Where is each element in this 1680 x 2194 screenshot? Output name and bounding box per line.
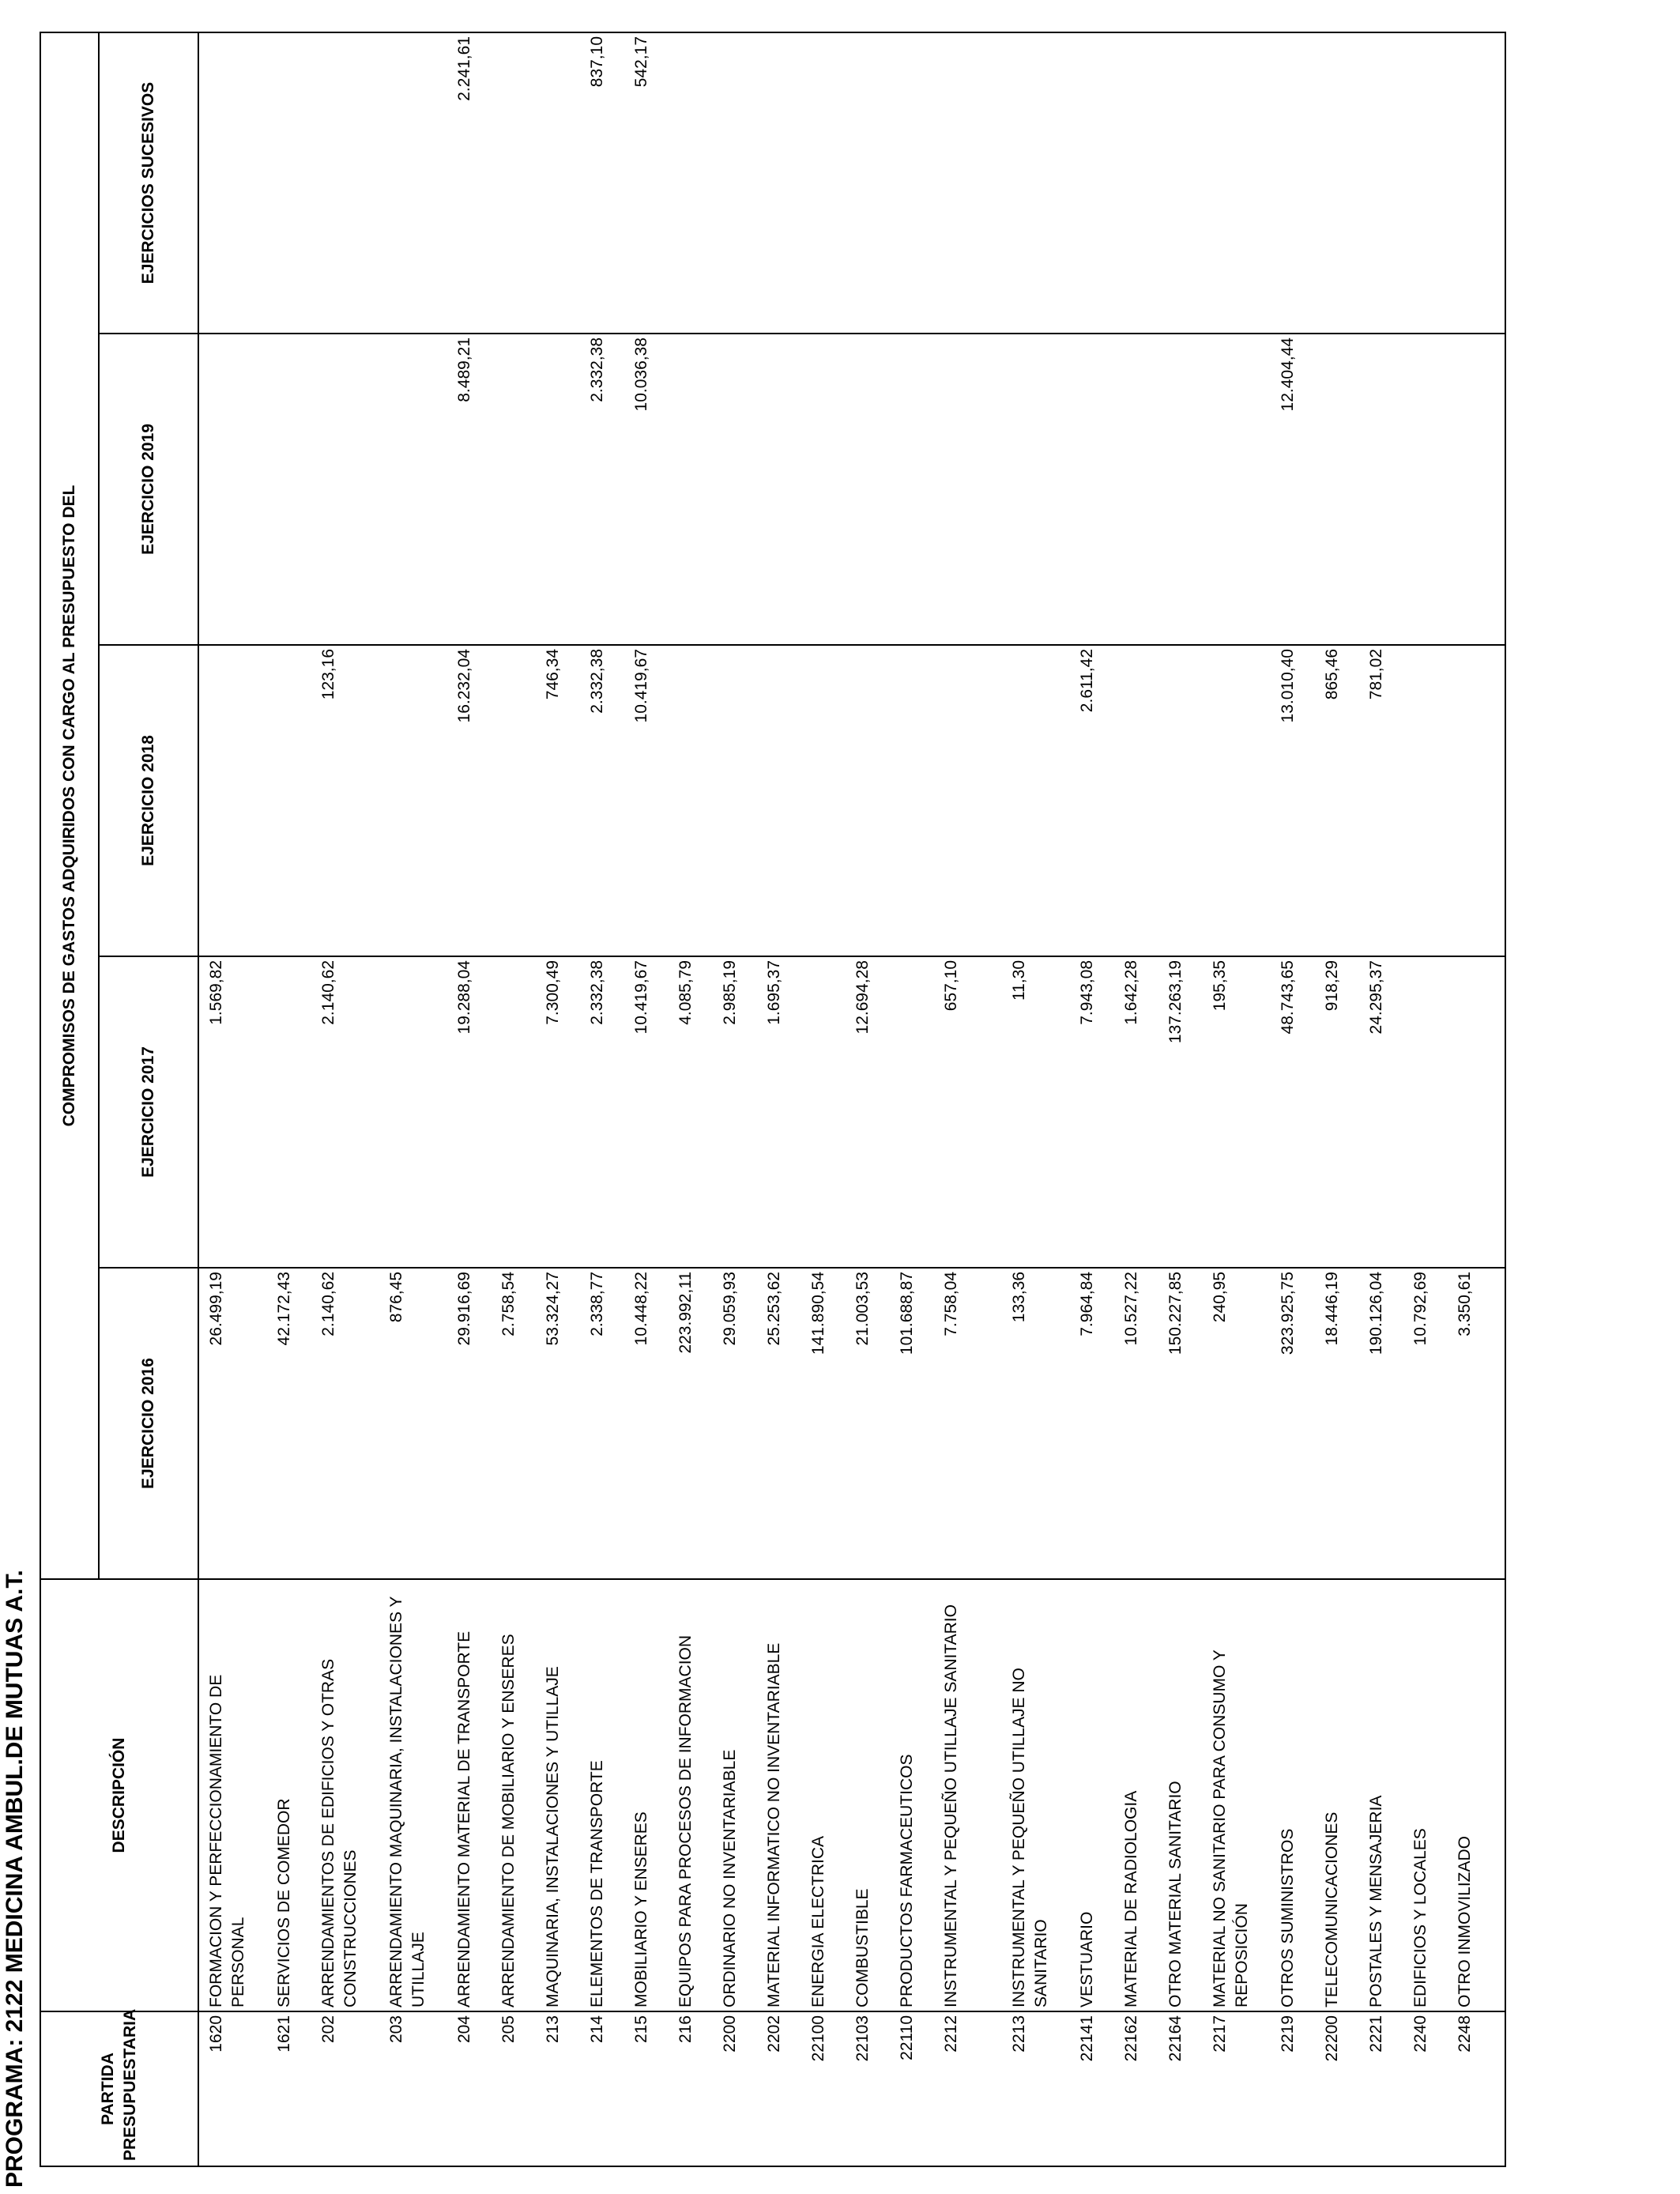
header-year-2019: EJERCICIO 2019 bbox=[99, 334, 198, 645]
value-2018-cell bbox=[934, 645, 1002, 956]
descripcion-cell: MATERIAL DE RADIOLOGIA bbox=[1114, 1579, 1158, 2011]
header-group: COMPROMISOS DE GASTOS ADQUIRIDOS CON CARGO AL PRESUPUESTO DEL bbox=[40, 32, 99, 1579]
partida-cell: 22200 bbox=[1315, 2011, 1359, 2166]
value-2019-cell bbox=[846, 334, 890, 645]
descripcion-cell: OTROS SUMINISTROS bbox=[1271, 1579, 1315, 2011]
partida-cell: 204 bbox=[447, 2011, 492, 2166]
header-sucesivos: EJERCICIOS SUCESIVOS bbox=[99, 32, 198, 334]
table-row bbox=[1203, 32, 1271, 2166]
value-2017-cell: 7.300,49 bbox=[536, 956, 580, 1268]
descripcion-cell: MOBILIARIO Y ENSERES bbox=[624, 1579, 669, 2011]
value-sucesivos-cell: 837,10 bbox=[580, 32, 624, 334]
table-row bbox=[379, 32, 447, 2166]
value-2017-cell: 918,29 bbox=[1315, 956, 1359, 1268]
value-2017-cell: 7.943,08 bbox=[1070, 956, 1114, 1268]
partida-cell: 2221 bbox=[1359, 2011, 1403, 2166]
value-2018-cell bbox=[379, 645, 447, 956]
table-row bbox=[1070, 32, 1114, 2166]
table-row bbox=[198, 32, 267, 2166]
value-2017-cell: 1.642,28 bbox=[1114, 956, 1158, 1268]
value-2018-cell bbox=[669, 645, 713, 956]
value-2018-cell bbox=[1403, 645, 1448, 956]
header-partida: PARTIDA PRESUPUESTARIA bbox=[40, 2011, 198, 2166]
descripcion-cell: MAQUINARIA, INSTALACIONES Y UTILLAJE bbox=[536, 1579, 580, 2011]
value-2019-cell bbox=[890, 334, 934, 645]
value-2019-cell bbox=[536, 334, 580, 645]
descripcion-cell: EQUIPOS PARA PROCESOS DE INFORMACION bbox=[669, 1579, 713, 2011]
value-2016-cell: 101.688,87 bbox=[890, 1268, 934, 1579]
value-2019-cell bbox=[492, 334, 536, 645]
table-row bbox=[311, 32, 379, 2166]
partida-cell: 22100 bbox=[801, 2011, 846, 2166]
value-sucesivos-cell bbox=[1002, 32, 1070, 334]
descripcion-cell: ELEMENTOS DE TRANSPORTE bbox=[580, 1579, 624, 2011]
spacer-cell bbox=[1492, 956, 1505, 1268]
value-2017-cell: 657,10 bbox=[934, 956, 1002, 1268]
table-row bbox=[669, 32, 713, 2166]
descripcion-cell: FORMACION Y PERFECCIONAMIENTO DE PERSONAL bbox=[198, 1579, 267, 2011]
value-2017-cell: 2.985,19 bbox=[713, 956, 757, 1268]
value-2016-cell: 29.916,69 bbox=[447, 1268, 492, 1579]
value-2019-cell bbox=[934, 334, 1002, 645]
partida-cell: 213 bbox=[536, 2011, 580, 2166]
value-2016-cell: 26.499,19 bbox=[198, 1268, 267, 1579]
value-2017-cell: 4.085,79 bbox=[669, 956, 713, 1268]
value-sucesivos-cell bbox=[267, 32, 311, 334]
table-row bbox=[624, 32, 669, 2166]
value-2017-cell: 137.263,19 bbox=[1158, 956, 1203, 1268]
descripcion-cell: INSTRUMENTAL Y PEQUEÑO UTILLAJE NO SANITARIO bbox=[1002, 1579, 1070, 2011]
value-2017-cell: 19.288,04 bbox=[447, 956, 492, 1268]
table-row bbox=[1002, 32, 1070, 2166]
partida-cell: 2213 bbox=[1002, 2011, 1070, 2166]
value-2018-cell bbox=[713, 645, 757, 956]
value-2016-cell: 2.758,54 bbox=[492, 1268, 536, 1579]
table-row bbox=[1448, 32, 1492, 2166]
value-sucesivos-cell bbox=[536, 32, 580, 334]
partida-cell: 22110 bbox=[890, 2011, 934, 2166]
value-sucesivos-cell: 542,17 bbox=[624, 32, 669, 334]
value-sucesivos-cell bbox=[890, 32, 934, 334]
value-sucesivos-cell bbox=[801, 32, 846, 334]
value-2017-cell bbox=[379, 956, 447, 1268]
value-2017-cell bbox=[1448, 956, 1492, 1268]
value-2019-cell bbox=[713, 334, 757, 645]
value-2016-cell: 3.350,61 bbox=[1448, 1268, 1492, 1579]
descripcion-cell: ARRENDAMIENTOS DE EDIFICIOS Y OTRAS CONSTRUCCIONES bbox=[311, 1579, 379, 2011]
value-sucesivos-cell bbox=[934, 32, 1002, 334]
partida-cell: 2248 bbox=[1448, 2011, 1492, 2166]
value-2019-cell: 10.036,38 bbox=[624, 334, 669, 645]
value-2016-cell: 141.890,54 bbox=[801, 1268, 846, 1579]
value-sucesivos-cell bbox=[1158, 32, 1203, 334]
partida-cell: 214 bbox=[580, 2011, 624, 2166]
value-2018-cell bbox=[198, 645, 267, 956]
table-row bbox=[267, 32, 311, 2166]
table-row bbox=[890, 32, 934, 2166]
value-2019-cell bbox=[1002, 334, 1070, 645]
partida-cell: 22164 bbox=[1158, 2011, 1203, 2166]
table-row bbox=[757, 32, 801, 2166]
value-2018-cell: 781,02 bbox=[1359, 645, 1403, 956]
descripcion-cell: OTRO INMOVILIZADO bbox=[1448, 1579, 1492, 2011]
value-2016-cell: 10.527,22 bbox=[1114, 1268, 1158, 1579]
spacer-cell bbox=[1492, 334, 1505, 645]
table-bottom-spacer bbox=[1492, 32, 1505, 2166]
partida-cell: 2240 bbox=[1403, 2011, 1448, 2166]
value-2017-cell bbox=[267, 956, 311, 1268]
value-sucesivos-cell bbox=[713, 32, 757, 334]
descripcion-cell: PRODUCTOS FARMACEUTICOS bbox=[890, 1579, 934, 2011]
value-2019-cell bbox=[311, 334, 379, 645]
value-sucesivos-cell bbox=[1403, 32, 1448, 334]
value-2018-cell: 2.332,38 bbox=[580, 645, 624, 956]
table-row bbox=[1315, 32, 1359, 2166]
descripcion-cell: COMBUSTIBLE bbox=[846, 1579, 890, 2011]
value-sucesivos-cell bbox=[1271, 32, 1315, 334]
value-2019-cell: 12.404,44 bbox=[1271, 334, 1315, 645]
descripcion-cell: TELECOMUNICACIONES bbox=[1315, 1579, 1359, 2011]
value-2016-cell: 323.925,75 bbox=[1271, 1268, 1315, 1579]
value-2016-cell: 21.003,53 bbox=[846, 1268, 890, 1579]
value-2019-cell bbox=[801, 334, 846, 645]
partida-cell: 203 bbox=[379, 2011, 447, 2166]
partida-cell: 22141 bbox=[1070, 2011, 1114, 2166]
value-2016-cell: 7.964,84 bbox=[1070, 1268, 1114, 1579]
value-2018-cell: 10.419,67 bbox=[624, 645, 669, 956]
table-row bbox=[1359, 32, 1403, 2166]
spacer-cell bbox=[1492, 1268, 1505, 1579]
value-2019-cell bbox=[1158, 334, 1203, 645]
value-2019-cell bbox=[1448, 334, 1492, 645]
spacer-cell bbox=[1492, 645, 1505, 956]
partida-cell: 2217 bbox=[1203, 2011, 1271, 2166]
table-row bbox=[1114, 32, 1158, 2166]
value-2016-cell: 42.172,43 bbox=[267, 1268, 311, 1579]
descripcion-cell: ARRENDAMIENTO MAQUINARIA, INSTALACIONES Y UTILLAJE bbox=[379, 1579, 447, 2011]
value-2018-cell bbox=[267, 645, 311, 956]
value-2018-cell bbox=[492, 645, 536, 956]
value-2019-cell: 8.489,21 bbox=[447, 334, 492, 645]
value-2016-cell: 7.758,04 bbox=[934, 1268, 1002, 1579]
descripcion-cell: ENERGIA ELECTRICA bbox=[801, 1579, 846, 2011]
partida-cell: 205 bbox=[492, 2011, 536, 2166]
partida-cell: 2202 bbox=[757, 2011, 801, 2166]
partida-cell: 216 bbox=[669, 2011, 713, 2166]
descripcion-cell: ARRENDAMIENTO DE MOBILIARIO Y ENSERES bbox=[492, 1579, 536, 2011]
spacer-cell bbox=[1492, 1579, 1505, 2011]
value-2019-cell bbox=[267, 334, 311, 645]
table-row bbox=[536, 32, 580, 2166]
descripcion-cell: OTRO MATERIAL SANITARIO bbox=[1158, 1579, 1203, 2011]
value-2018-cell bbox=[890, 645, 934, 956]
table-row bbox=[1158, 32, 1203, 2166]
spacer-cell bbox=[1492, 2011, 1505, 2166]
header-descripcion: DESCRIPCIÓN bbox=[40, 1579, 198, 2011]
value-2017-cell: 48.743,65 bbox=[1271, 956, 1315, 1268]
value-2016-cell: 10.448,22 bbox=[624, 1268, 669, 1579]
value-sucesivos-cell bbox=[669, 32, 713, 334]
value-sucesivos-cell bbox=[379, 32, 447, 334]
budget-table bbox=[40, 32, 1506, 2167]
value-2017-cell: 2.140,62 bbox=[311, 956, 379, 1268]
partida-cell: 2219 bbox=[1271, 2011, 1315, 2166]
value-2016-cell: 2.338,77 bbox=[580, 1268, 624, 1579]
value-2018-cell bbox=[1448, 645, 1492, 956]
partida-cell: 1620 bbox=[198, 2011, 267, 2166]
partida-cell: 2200 bbox=[713, 2011, 757, 2166]
table-body bbox=[198, 32, 1505, 2166]
descripcion-cell: ARRENDAMIENTO MATERIAL DE TRANSPORTE bbox=[447, 1579, 492, 2011]
value-sucesivos-cell bbox=[1359, 32, 1403, 334]
table-row bbox=[492, 32, 536, 2166]
value-2018-cell bbox=[846, 645, 890, 956]
value-2016-cell: 133,36 bbox=[1002, 1268, 1070, 1579]
value-sucesivos-cell bbox=[311, 32, 379, 334]
value-2017-cell bbox=[890, 956, 934, 1268]
value-sucesivos-cell: 2.241,61 bbox=[447, 32, 492, 334]
value-2018-cell bbox=[801, 645, 846, 956]
value-2017-cell bbox=[492, 956, 536, 1268]
value-2016-cell: 10.792,69 bbox=[1403, 1268, 1448, 1579]
value-sucesivos-cell bbox=[492, 32, 536, 334]
value-sucesivos-cell bbox=[757, 32, 801, 334]
descripcion-cell: MATERIAL INFORMATICO NO INVENTARIABLE bbox=[757, 1579, 801, 2011]
value-2017-cell bbox=[801, 956, 846, 1268]
table-row bbox=[713, 32, 757, 2166]
value-2019-cell bbox=[1203, 334, 1271, 645]
value-2017-cell: 24.295,37 bbox=[1359, 956, 1403, 1268]
partida-cell: 215 bbox=[624, 2011, 669, 2166]
partida-cell: 2212 bbox=[934, 2011, 1002, 2166]
spacer-cell bbox=[1492, 32, 1505, 334]
value-2018-cell bbox=[757, 645, 801, 956]
value-2017-cell: 12.694,28 bbox=[846, 956, 890, 1268]
value-2016-cell: 240,95 bbox=[1203, 1268, 1271, 1579]
value-2019-cell: 2.332,38 bbox=[580, 334, 624, 645]
value-2017-cell: 1.569,82 bbox=[198, 956, 267, 1268]
value-2017-cell: 195,35 bbox=[1203, 956, 1271, 1268]
value-2016-cell: 2.140,62 bbox=[311, 1268, 379, 1579]
value-2016-cell: 53.324,27 bbox=[536, 1268, 580, 1579]
value-sucesivos-cell bbox=[1315, 32, 1359, 334]
value-2016-cell: 150.227,85 bbox=[1158, 1268, 1203, 1579]
table-row bbox=[801, 32, 846, 2166]
table-row bbox=[1403, 32, 1448, 2166]
value-2018-cell: 746,34 bbox=[536, 645, 580, 956]
descripcion-cell: INSTRUMENTAL Y PEQUEÑO UTILLAJE SANITARIO bbox=[934, 1579, 1002, 2011]
table-row bbox=[580, 32, 624, 2166]
value-2018-cell: 13.010,40 bbox=[1271, 645, 1315, 956]
value-2016-cell: 190.126,04 bbox=[1359, 1268, 1403, 1579]
partida-cell: 22103 bbox=[846, 2011, 890, 2166]
descripcion-cell: VESTUARIO bbox=[1070, 1579, 1114, 2011]
value-2019-cell bbox=[1114, 334, 1158, 645]
value-2016-cell: 29.059,93 bbox=[713, 1268, 757, 1579]
value-2019-cell bbox=[198, 334, 267, 645]
table-row bbox=[934, 32, 1002, 2166]
value-2018-cell: 865,46 bbox=[1315, 645, 1359, 956]
page-title: PROGRAMA: 2122 MEDICINA AMBUL.DE MUTUAS A.T. bbox=[2, 1570, 28, 2188]
descripcion-cell: MATERIAL NO SANITARIO PARA CONSUMO Y REPOSICIÓN bbox=[1203, 1579, 1271, 2011]
value-2017-cell bbox=[1403, 956, 1448, 1268]
value-sucesivos-cell bbox=[1203, 32, 1271, 334]
value-2019-cell bbox=[1403, 334, 1448, 645]
value-2019-cell bbox=[1315, 334, 1359, 645]
value-2019-cell bbox=[757, 334, 801, 645]
value-2018-cell bbox=[1114, 645, 1158, 956]
value-2017-cell: 1.695,37 bbox=[757, 956, 801, 1268]
value-2017-cell: 11,30 bbox=[1002, 956, 1070, 1268]
value-sucesivos-cell bbox=[1114, 32, 1158, 334]
value-2019-cell bbox=[1359, 334, 1403, 645]
value-sucesivos-cell bbox=[198, 32, 267, 334]
value-2016-cell: 25.253,62 bbox=[757, 1268, 801, 1579]
value-2019-cell bbox=[669, 334, 713, 645]
value-2019-cell bbox=[1070, 334, 1114, 645]
descripcion-cell: ORDINARIO NO INVENTARIABLE bbox=[713, 1579, 757, 2011]
value-sucesivos-cell bbox=[1448, 32, 1492, 334]
descripcion-cell: EDIFICIOS Y LOCALES bbox=[1403, 1579, 1448, 2011]
value-sucesivos-cell bbox=[846, 32, 890, 334]
value-sucesivos-cell bbox=[1070, 32, 1114, 334]
table-row bbox=[1271, 32, 1315, 2166]
value-2017-cell: 2.332,38 bbox=[580, 956, 624, 1268]
value-2018-cell: 16.232,04 bbox=[447, 645, 492, 956]
descripcion-cell: SERVICIOS DE COMEDOR bbox=[267, 1579, 311, 2011]
value-2018-cell bbox=[1158, 645, 1203, 956]
value-2017-cell: 10.419,67 bbox=[624, 956, 669, 1268]
value-2018-cell bbox=[1203, 645, 1271, 956]
descripcion-cell: POSTALES Y MENSAJERIA bbox=[1359, 1579, 1403, 2011]
partida-cell: 202 bbox=[311, 2011, 379, 2166]
partida-cell: 1621 bbox=[267, 2011, 311, 2166]
partida-cell: 22162 bbox=[1114, 2011, 1158, 2166]
header-year-2017: EJERCICIO 2017 bbox=[99, 956, 198, 1268]
table-row bbox=[447, 32, 492, 2166]
value-2018-cell: 123,16 bbox=[311, 645, 379, 956]
value-2019-cell bbox=[379, 334, 447, 645]
value-2018-cell bbox=[1002, 645, 1070, 956]
value-2016-cell: 18.446,19 bbox=[1315, 1268, 1359, 1579]
value-2018-cell: 2.611,42 bbox=[1070, 645, 1114, 956]
value-2016-cell: 223.992,11 bbox=[669, 1268, 713, 1579]
header-year-2016: EJERCICIO 2016 bbox=[99, 1268, 198, 1579]
header-year-2018: EJERCICIO 2018 bbox=[99, 645, 198, 956]
table-row bbox=[846, 32, 890, 2166]
value-2016-cell: 876,45 bbox=[379, 1268, 447, 1579]
